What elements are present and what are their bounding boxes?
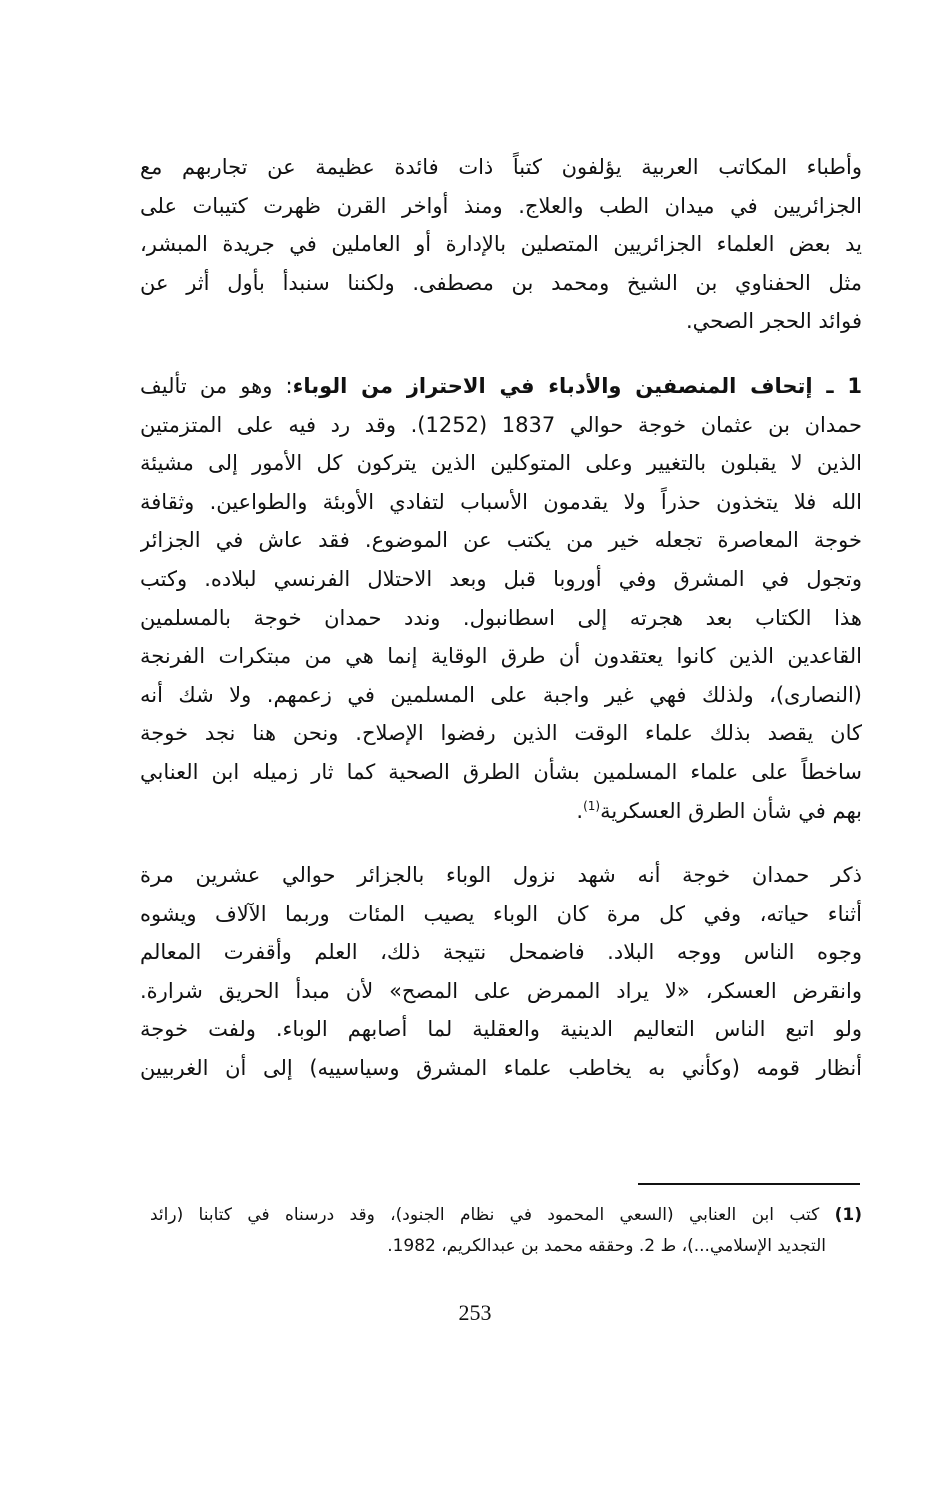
text-line: كان يقصد بذلك علماء الوقت الذين رفضوا الإصلاح. ونحن هنا نجد خوجة bbox=[140, 721, 862, 746]
text-line: هذا الكتاب بعد هجرته إلى اسطانبول. وندد حمدان خوجة بالمسلمين bbox=[140, 605, 862, 630]
text-line: ولو اتبع الناس التعاليم الدينية والعقلية لما أصابهم الوباء. ولفت خوجة bbox=[140, 1017, 862, 1042]
footnote-line: التجديد الإسلامي...)، ط 2. وحققه محمد بن عبدالكريم، 1982. bbox=[387, 1236, 826, 1256]
paragraph-gap bbox=[140, 830, 862, 856]
text-line: الله فلا يتخذون حذراً ولا يقدمون الأسباب لتفادي الأوبئة والطواعين. وثقافة bbox=[140, 489, 862, 514]
text-line: حمدان بن عثمان خوجة حوالي 1837 (1252). وقد رد فيه على المتزمتين bbox=[140, 412, 862, 437]
text-line: ذكر حمدان خوجة أنه شهد نزول الوباء بالجزائر حوالي عشرين مرة bbox=[140, 863, 862, 888]
paragraph-2 bbox=[140, 367, 862, 830]
text-line: وأطباء المكاتب العربية يؤلفون كتباً ذات فائدة عظيمة عن تجاربهم مع bbox=[140, 155, 862, 179]
footnotes bbox=[150, 1200, 862, 1262]
text-line: فوائد الحجر الصحي. bbox=[685, 309, 862, 334]
text-line: وتجول في المشرق وفي أوروبا قبل وبعد الاحتلال الفرنسي لبلاده. وكتب bbox=[140, 566, 862, 591]
text-line: القاعدين الذين كانوا يعتقدون أن طرق الوقاية إنما هي من مبتكرات الفرنجة bbox=[140, 644, 862, 669]
footnote-reference[interactable]: (1) bbox=[583, 798, 601, 813]
footnote-marker: (1) bbox=[834, 1205, 862, 1225]
last-line-end: . bbox=[576, 798, 584, 823]
text-line: وانقرض العسكر، «لا يراد الممرض على المصح» لأن مبدأ الحريق شرارة. bbox=[140, 978, 862, 1003]
footnote-text: كتب ابن العنابي (السعي المحمود في نظام الجنود)، وقد درسناه في كتابنا (رائد bbox=[150, 1205, 820, 1225]
heading-line bbox=[140, 367, 862, 406]
heading-continuation: : وهو من تأليف bbox=[140, 373, 293, 398]
paragraph-3 bbox=[140, 856, 862, 1088]
text-line: وجوه الناس ووجه البلاد. فاضمحل نتيجة ذلك، العلم وأقفرت المعالم bbox=[140, 940, 862, 965]
text-line: الجزائريين في ميدان الطب والعلاج. ومنذ أواخر القرن ظهرت كتيبات على bbox=[140, 193, 862, 218]
text-line: الذين لا يقبلون بالتغيير وعلى المتوكلين الذين يتركون كل الأمور إلى مشيئة bbox=[140, 451, 862, 476]
text-line: أثناء حياته، وفي كل مرة كان الوباء يصيب المئات وربما الآلاف ويشوه bbox=[140, 901, 862, 926]
text-line bbox=[140, 792, 862, 831]
text-line: خوجة المعاصرة تجعله خير من يكتب عن الموضوع. فقد عاش في الجزائر bbox=[140, 528, 862, 553]
section-heading: 1 ـ إتحاف المنصفين والأدباء في الاحتراز من الوباء bbox=[292, 373, 862, 398]
last-line-text: بهم في شأن الطرق العسكرية bbox=[600, 798, 862, 823]
page-number: 253 bbox=[458, 1300, 492, 1325]
text-line: يد بعض العلماء الجزائريين المتصلين بالإدارة أو العاملين في جريدة المبشر، bbox=[140, 232, 862, 257]
footnote-line bbox=[150, 1200, 862, 1231]
text-line: (النصارى)، ولذلك فهي غير واجبة على المسلمين في زعمهم. ولا شك أنه bbox=[140, 682, 862, 707]
page-body bbox=[140, 148, 862, 1088]
text-line: مثل الحفناوي بن الشيخ ومحمد بن مصطفى. ولكننا سنبدأ بأول أثر عن bbox=[140, 270, 862, 295]
footnote-divider bbox=[638, 1183, 860, 1185]
paragraph-1 bbox=[140, 148, 862, 341]
paragraph-gap bbox=[140, 341, 862, 367]
text-line: أنظار قومه (وكأني به يخاطب علماء المشرق وسياسييه) إلى أن الغربيين bbox=[140, 1056, 862, 1081]
text-line: ساخطاً على علماء المسلمين بشأن الطرق الصحية كما ثار زميله ابن العنابي bbox=[140, 759, 862, 784]
